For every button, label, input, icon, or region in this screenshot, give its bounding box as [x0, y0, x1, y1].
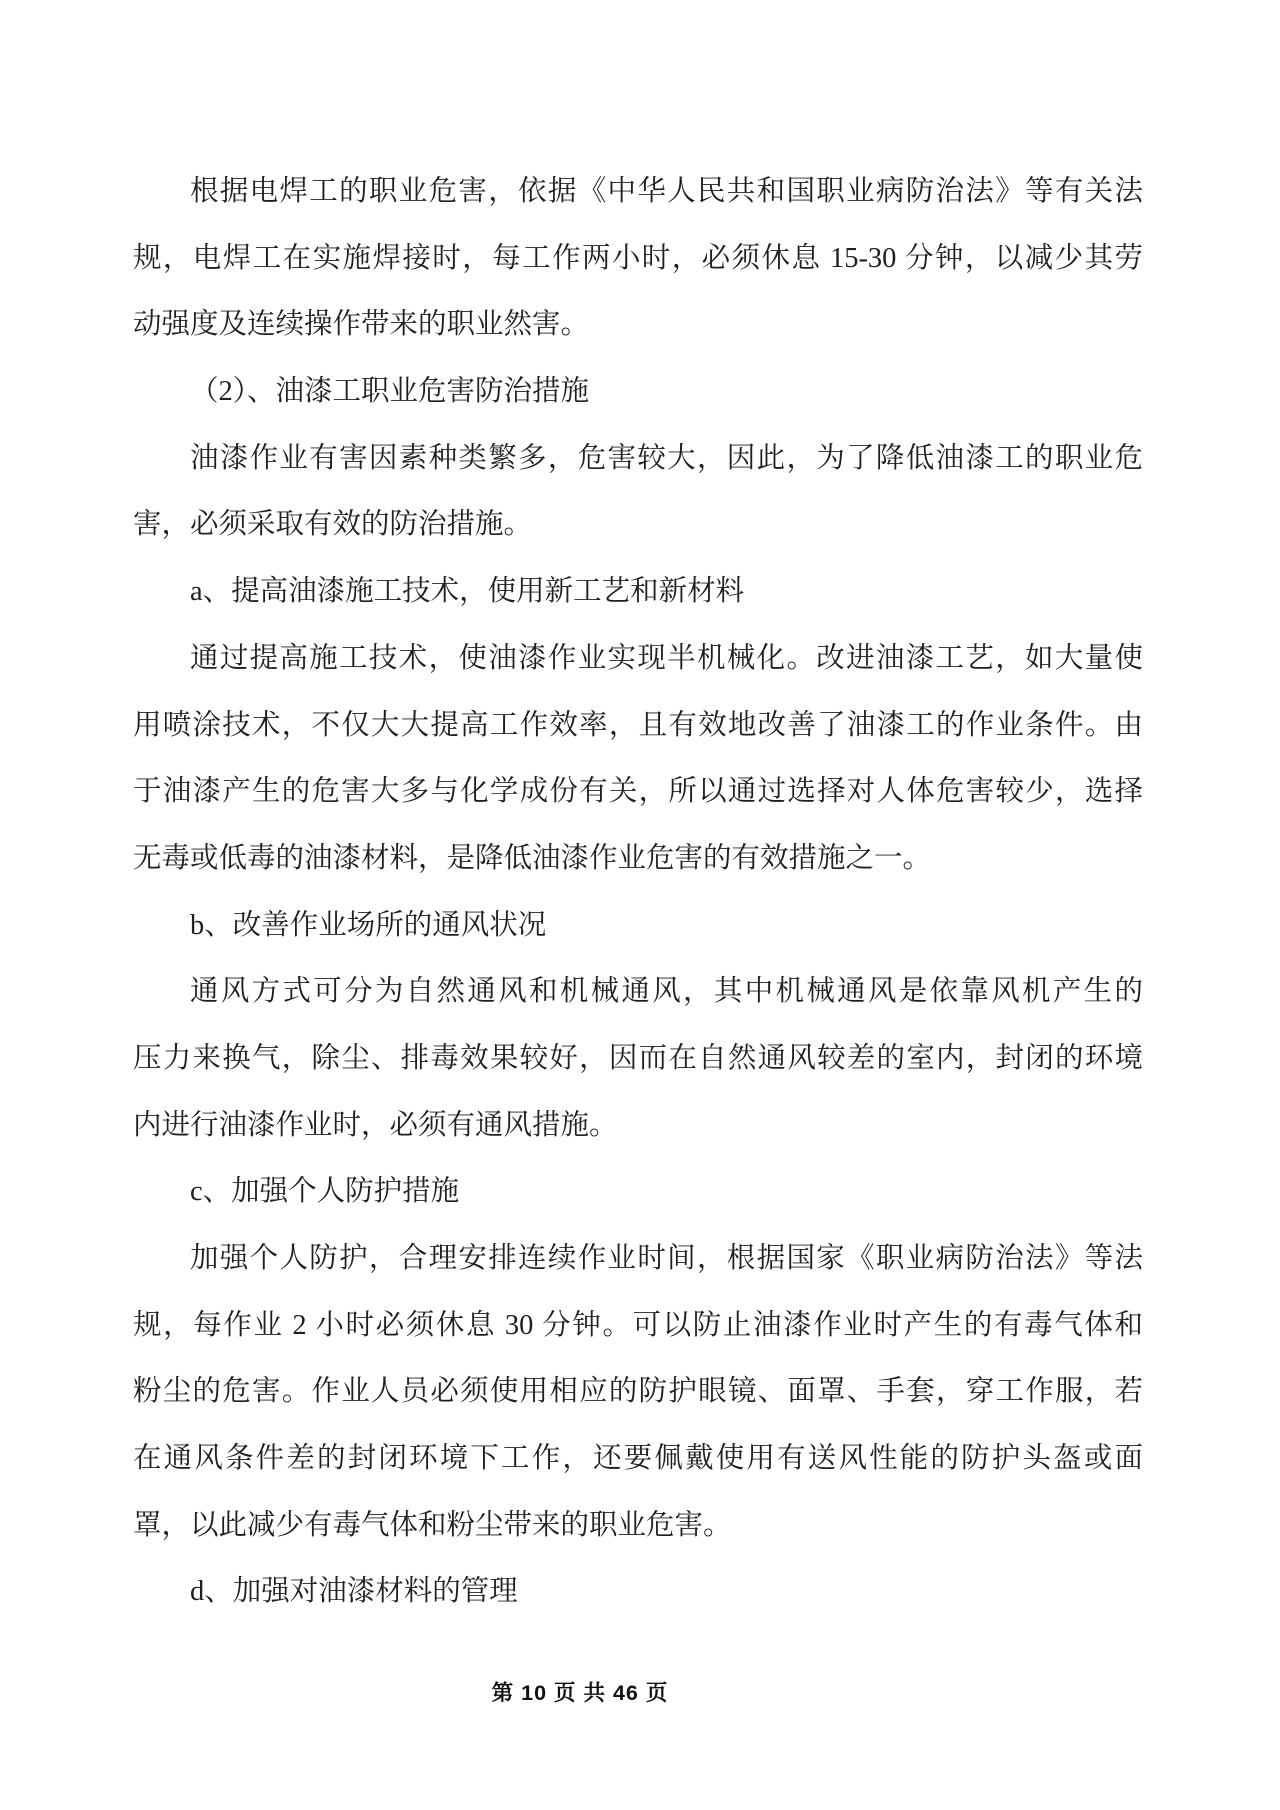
paragraph-line: 通过提高施工技术，使油漆作业实现半机械化。改进油漆工艺，如大量使 — [190, 642, 1143, 674]
heading-line: b、改善作业场所的通风状况 — [190, 909, 547, 941]
heading-item-d — [133, 1559, 1143, 1626]
paragraph-line: 规，电焊工在实施焊接时，每工作两小时，必须休息 15-30 分钟，以减少其劳 — [133, 242, 1143, 274]
paragraph-line: 动强度及连续操作带来的职业然害。 — [133, 309, 590, 341]
paragraph-line: 内进行油漆作业时，必须有通风措施。 — [133, 1109, 618, 1141]
paragraph-item-a-detail — [133, 626, 1143, 893]
paragraph-line: 害，必须采取有效的防治措施。 — [133, 509, 533, 541]
paragraph-line: 根据电焊工的职业危害，依据《中华人民共和国职业病防治法》等有关法 — [190, 176, 1143, 207]
paragraph-line: 油漆作业有害因素种类繁多，危害较大，因此，为了降低油漆工的职业危 — [190, 442, 1143, 474]
paragraph-welder-rest-rule — [133, 159, 1143, 359]
paragraph-line: 规，每作业 2 小时必须休息 30 分钟。可以防止油漆作业时产生的有毒气体和 — [133, 1309, 1143, 1341]
heading-section-2 — [133, 359, 1143, 426]
page-footer: 第 10 页 共 46 页 — [491, 1681, 669, 1705]
paragraph-line: 于油漆产生的危害大多与化学成份有关，所以通过选择对人体危害较少，选择 — [133, 776, 1143, 808]
paragraph-line: 通风方式可分为自然通风和机械通风，其中机械通风是依靠风机产生的 — [190, 976, 1143, 1008]
paragraph-paint-hazard-intro — [133, 426, 1143, 559]
paragraph-line: 粉尘的危害。作业人员必须使用相应的防护眼镜、面罩、手套，穿工作服，若 — [133, 1376, 1143, 1408]
document-body — [133, 159, 1143, 1626]
paragraph-line: 用喷涂技术，不仅大大提高工作效率，且有效地改善了油漆工的作业条件。由 — [133, 709, 1143, 741]
heading-item-b — [133, 893, 1143, 960]
paragraph-line: 压力来换气，除尘、排毒效果较好，因而在自然通风较差的室内，封闭的环境 — [133, 1042, 1143, 1074]
paragraph-item-b-detail — [133, 959, 1143, 1159]
heading-line: d、加强对油漆材料的管理 — [190, 1576, 518, 1608]
paragraph-line: 加强个人防护，合理安排连续作业时间，根据国家《职业病防治法》等法 — [190, 1243, 1143, 1274]
paragraph-line: 在通风条件差的封闭环境下工作，还要佩戴使用有送风性能的防护头盔或面 — [133, 1443, 1143, 1475]
heading-item-a — [133, 559, 1143, 626]
paragraph-line: 无毒或低毒的油漆材料，是降低油漆作业危害的有效措施之一。 — [133, 842, 932, 874]
heading-line: （2）、油漆工职业危害防治措施 — [190, 376, 590, 408]
paragraph-item-c-detail — [133, 1226, 1143, 1559]
heading-line: a、提高油漆施工技术，使用新工艺和新材料 — [190, 576, 745, 608]
heading-line: c、加强个人防护措施 — [190, 1176, 460, 1208]
paragraph-line: 罩，以此减少有毒气体和粉尘带来的职业危害。 — [133, 1509, 732, 1541]
heading-item-c — [133, 1159, 1143, 1226]
